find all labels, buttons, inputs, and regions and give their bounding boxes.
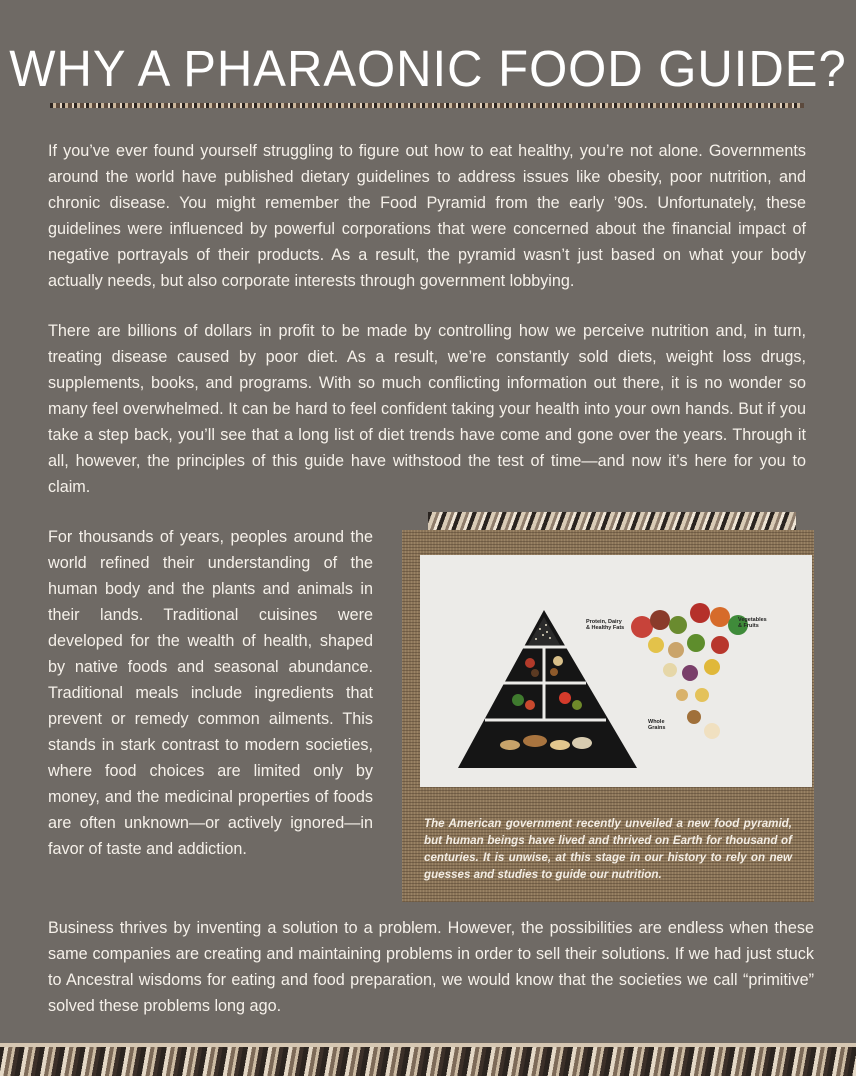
label-grains-line1: Whole [648,719,665,725]
paragraph-profit: There are billions of dollars in profit to be made by controlling how we perceive nutrition and, in turn, treating disease caused by poor diet. As a result, we’re constantly sold diets, weight loss drugs, supplements, books, and programs. With so much conflicting information out there, it is no wonder so many feel overwhelmed. It can be hard to feel confident taking your health into your own hands. But if you take a step back, you’ll see that a long list of diet trends have come and gone over the years. Through it all, however, the principles of this guide have withstood the test of time—and now it’s here for you to claim. [48,322,806,496]
paragraph-traditions: For thousands of years, peoples around the world refined their understanding of the human body and the plants and animals in their lands. Traditional cuisines were developed for the wealth of health, shaped by native foods and seasonal abundance. Traditional meals include ingredients that prevent or remedy common ailments. This stands in stark contrast to modern societies, where food choices are limited only by money, and the medicinal properties of foods are often unknown—or actively ignored—in favor of taste and addiction. [48,528,373,858]
page-title: WHY A PHARAONIC FOOD GUIDE? [9,40,847,98]
label-protein-line2: & Healthy Fats [586,625,625,631]
label-vegetables-line1: Vegetables [738,617,767,623]
figure-caption: The American government recently unveiled a new food pyramid, but human beings have lived and thrived on Earth for thousand of centuries. It is unwise, at this stage in our history to rely on new guesses and studies to guide our nutrition. [424,817,792,881]
paragraph-intro: If you’ve ever found yourself struggling to figure out how to eat healthy, you’re not alone. Governments around the world have published dietary guidelines to address issues like obesity, poor nutrition, and chronic disease. You might remember the Food Pyramid from the early ’90s. Unfortunately, these guidelines were influenced by powerful corporations that were concerned about the financial impact of negative portrayals of their products. As a result, the pyramid wasn’t just based on what your body actually needs, but also corporate interests through government lobbying. [48,142,806,290]
decorative-divider [50,103,804,108]
label-vegetables-line2: & Fruits [738,623,759,629]
food-pyramid-illustration [420,555,812,787]
label-grains-line2: Grains [648,725,666,731]
paragraph-business: Business thrives by inventing a solution to a problem. However, the possibilities are endless when these same companies are creating and maintaining problems in order to sell their solutions. If we had just stuck to Ancestral wisdoms for eating and food preparation, we would know that the societies we call “primitive” solved these problems long ago. [48,919,814,1015]
basket-texture-footer [0,1043,856,1076]
food-pyramid-photo [420,555,812,787]
label-protein-line1: Protein, Dairy [586,619,622,625]
basket-texture-strip [428,512,796,530]
